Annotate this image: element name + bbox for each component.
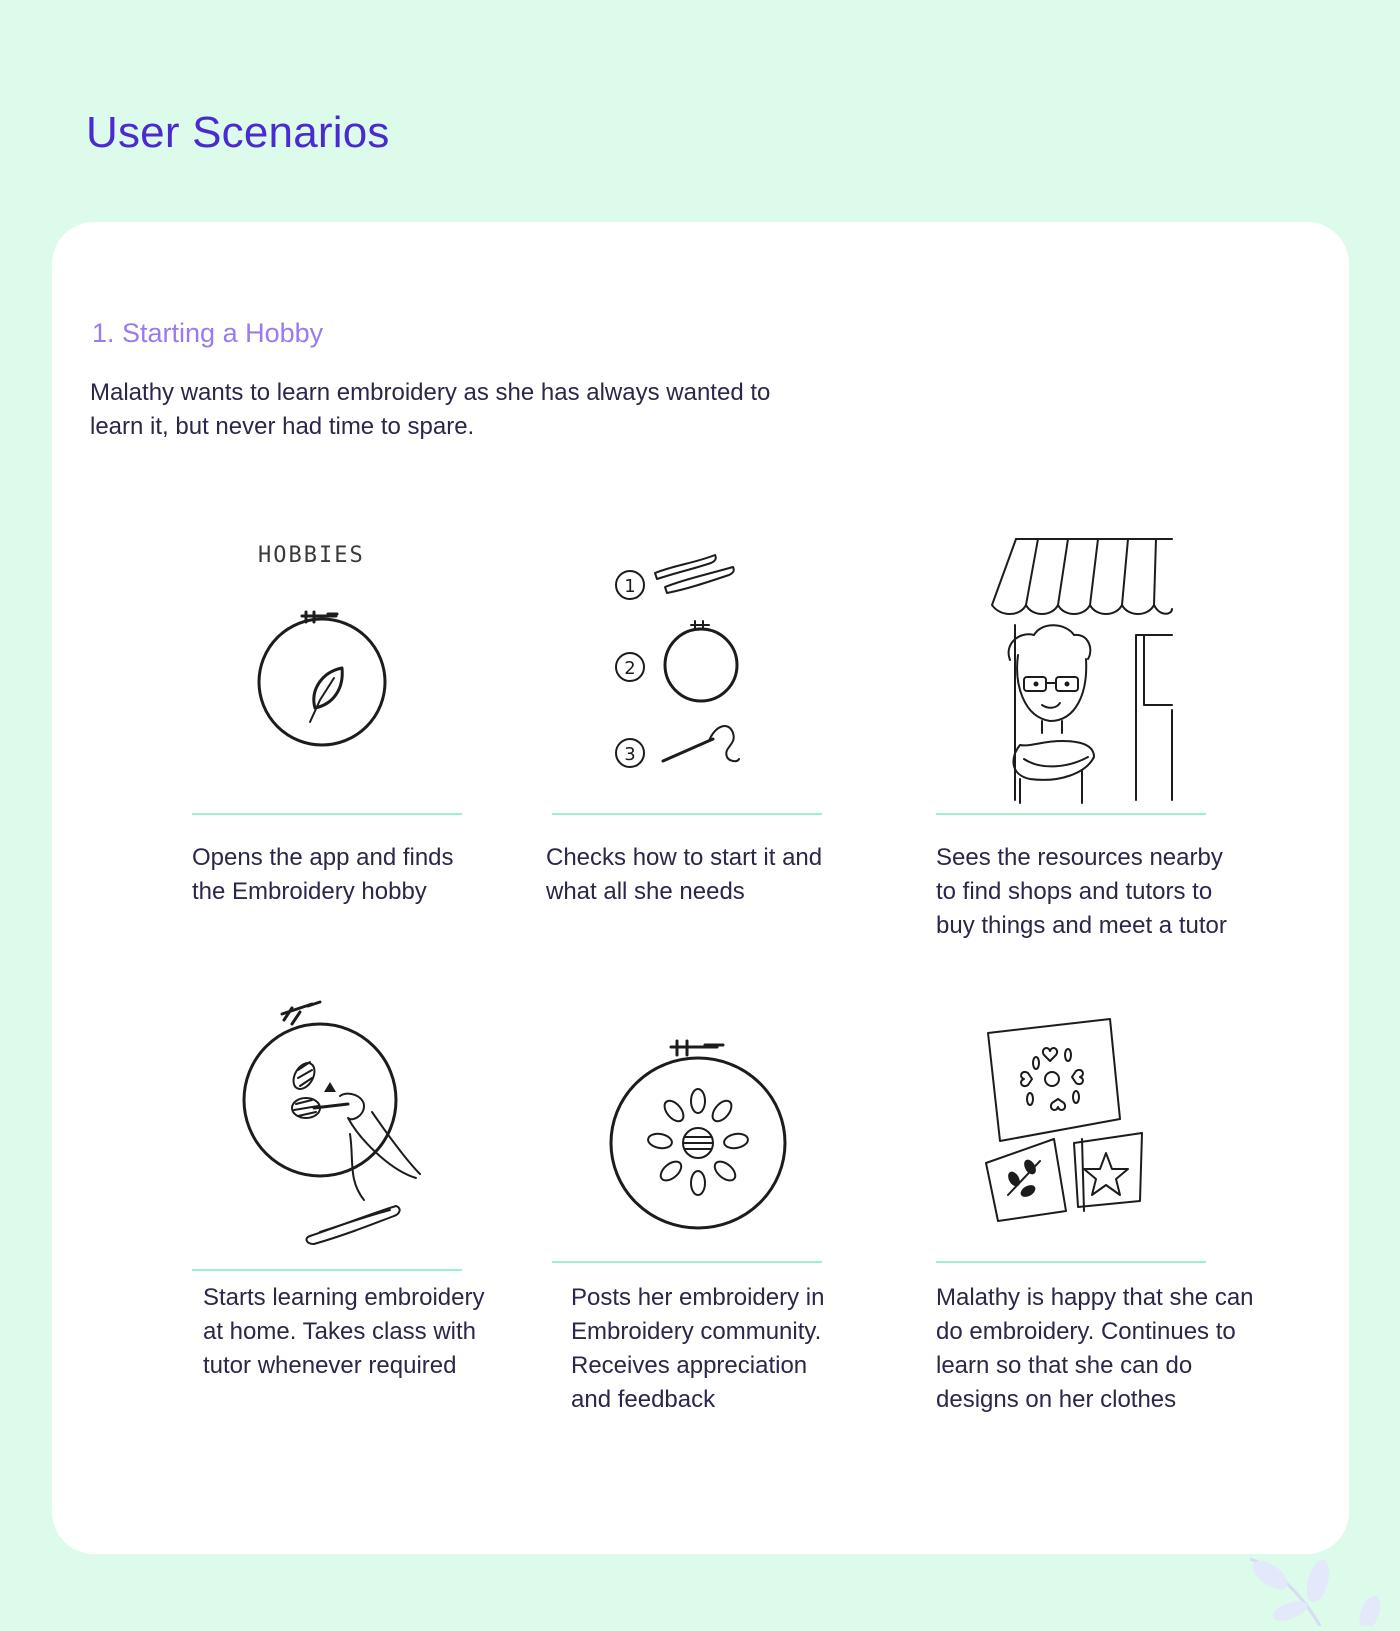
- step-divider: [192, 813, 462, 815]
- page-title: User Scenarios: [86, 108, 390, 157]
- step-divider: [552, 1261, 822, 1263]
- step-caption-3: Sees the resources nearby to find shops and tutors to buy things and meet a tutor: [936, 844, 1227, 939]
- shop-tutor-icon: [990, 535, 1180, 810]
- step-caption-2: Checks how to start it and what all she needs: [546, 844, 823, 905]
- step-number-3: 3: [624, 744, 636, 765]
- embroidered-cloths-icon: [980, 1015, 1180, 1230]
- step-caption-6: Malathy is happy that she can do embroidery. Continues to learn so that she can do designs on her clothes: [936, 1284, 1254, 1413]
- step-caption-4: Starts learning embroidery at home. Takes class with tutor whenever required: [203, 1284, 485, 1379]
- stitching-hoop-icon: [240, 1000, 430, 1255]
- supplies-list-icon: [605, 545, 765, 775]
- embroidery-hoop-leaf-icon: [240, 540, 400, 760]
- step-divider: [936, 813, 1206, 815]
- step-divider: [936, 1261, 1206, 1263]
- hobbies-label: HOBBIES: [258, 543, 365, 568]
- step-divider: [552, 813, 822, 815]
- step-number-2: 2: [624, 658, 636, 679]
- scenario-intro: Malathy wants to learn embroidery as she has always wanted to learn it, but never had time to spare.: [90, 379, 771, 440]
- decorative-leaves-icon: [1230, 1551, 1400, 1631]
- step-caption-5: Posts her embroidery in Embroidery community. Receives appreciation and feedback: [571, 1284, 825, 1413]
- step-caption-1: Opens the app and finds the Embroidery hobby: [192, 844, 454, 905]
- scenario-heading: 1. Starting a Hobby: [92, 318, 324, 348]
- flower-hoop-icon: [605, 1025, 790, 1235]
- step-divider: [192, 1269, 462, 1271]
- step-number-1: 1: [624, 576, 636, 597]
